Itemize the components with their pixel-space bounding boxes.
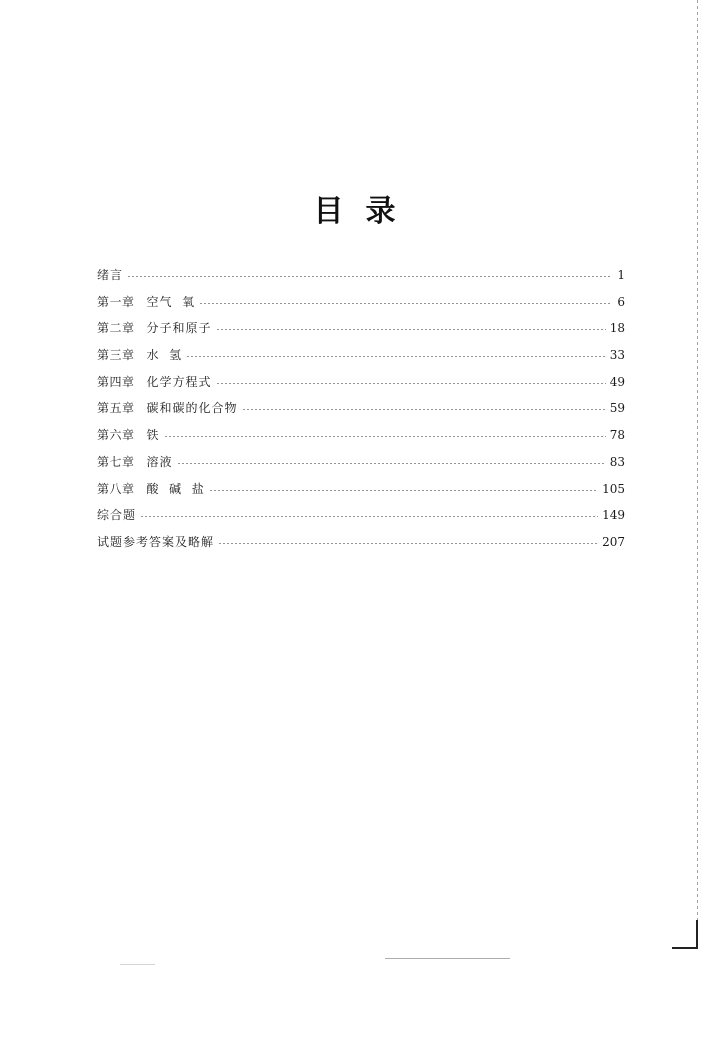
toc-entry-comprehensive[interactable] bbox=[97, 502, 625, 529]
toc-page-number: 18 bbox=[609, 321, 625, 336]
toc-page-number: 59 bbox=[609, 401, 625, 416]
toc-entry-label: 化学方程式 bbox=[146, 374, 212, 389]
toc-page-number: 207 bbox=[602, 534, 625, 549]
toc-entry-label: 空气 氧 bbox=[146, 294, 196, 309]
toc-leader-dots bbox=[186, 356, 606, 357]
toc-page-number: 33 bbox=[609, 348, 625, 363]
toc-entry-answers[interactable] bbox=[97, 529, 625, 556]
toc-chapter-number: 第五章 bbox=[97, 401, 135, 416]
title-char-1: 目 bbox=[313, 194, 348, 229]
toc-entry-chapter-4[interactable] bbox=[97, 369, 625, 396]
toc-chapter-number: 第一章 bbox=[97, 294, 135, 309]
toc-leader-dots bbox=[199, 303, 611, 304]
scan-corner-mark bbox=[696, 920, 698, 948]
toc-page-number: 105 bbox=[602, 481, 625, 496]
toc-leader-dots bbox=[216, 383, 606, 384]
scan-smudge bbox=[385, 958, 510, 959]
toc-entry-label: 酸 碱 盐 bbox=[146, 481, 205, 496]
toc-entry-chapter-3[interactable] bbox=[97, 342, 625, 369]
toc-entry-label: 碳和碳的化合物 bbox=[146, 401, 238, 416]
toc-chapter-number: 第六章 bbox=[97, 428, 135, 443]
toc-chapter-number: 第四章 bbox=[97, 374, 135, 389]
toc-entry-label: 溶液 bbox=[146, 454, 173, 469]
toc-chapter-number: 第八章 bbox=[97, 481, 135, 496]
title-char-2: 录 bbox=[365, 194, 400, 229]
toc-leader-dots bbox=[164, 436, 606, 437]
toc-entry-chapter-8[interactable] bbox=[97, 476, 625, 503]
toc-leader-dots bbox=[140, 516, 598, 517]
page-title bbox=[0, 186, 713, 230]
toc-chapter-number: 第七章 bbox=[97, 454, 135, 469]
toc-chapter-number: 第三章 bbox=[97, 348, 135, 363]
scan-corner-mark-horizontal bbox=[672, 947, 698, 949]
toc-entry-label: 绪言 bbox=[97, 268, 124, 282]
toc-entry-label: 综合题 bbox=[97, 508, 137, 523]
toc-chapter-number: 第二章 bbox=[97, 321, 135, 336]
toc-entry-chapter-5[interactable] bbox=[97, 395, 625, 422]
scan-page-edge bbox=[697, 0, 698, 920]
toc-leader-dots bbox=[218, 543, 598, 544]
toc-page-number: 78 bbox=[609, 428, 625, 443]
toc-entry-chapter-2[interactable] bbox=[97, 315, 625, 342]
table-of-contents bbox=[97, 262, 625, 556]
toc-entry-label: 试题参考答案及略解 bbox=[97, 534, 215, 549]
toc-leader-dots bbox=[209, 490, 598, 491]
toc-page-number: 1 bbox=[617, 268, 625, 282]
toc-entry-label: 分子和原子 bbox=[146, 321, 212, 336]
toc-entry-chapter-6[interactable] bbox=[97, 422, 625, 449]
scan-smudge-small bbox=[120, 964, 155, 965]
toc-page-number: 83 bbox=[609, 454, 625, 469]
toc-leader-dots bbox=[242, 409, 606, 410]
toc-entry-chapter-7[interactable] bbox=[97, 449, 625, 476]
toc-page-number: 6 bbox=[617, 294, 625, 309]
toc-entry-chapter-1[interactable] bbox=[97, 289, 625, 316]
toc-page-number: 49 bbox=[609, 374, 625, 389]
toc-entry-label: 铁 bbox=[146, 428, 160, 443]
toc-entry-preface[interactable] bbox=[97, 262, 625, 289]
toc-entry-label: 水 氢 bbox=[146, 348, 183, 363]
toc-page-number: 149 bbox=[602, 508, 625, 523]
toc-leader-dots bbox=[216, 329, 606, 330]
toc-leader-dots bbox=[177, 463, 606, 464]
toc-leader-dots bbox=[127, 276, 611, 277]
